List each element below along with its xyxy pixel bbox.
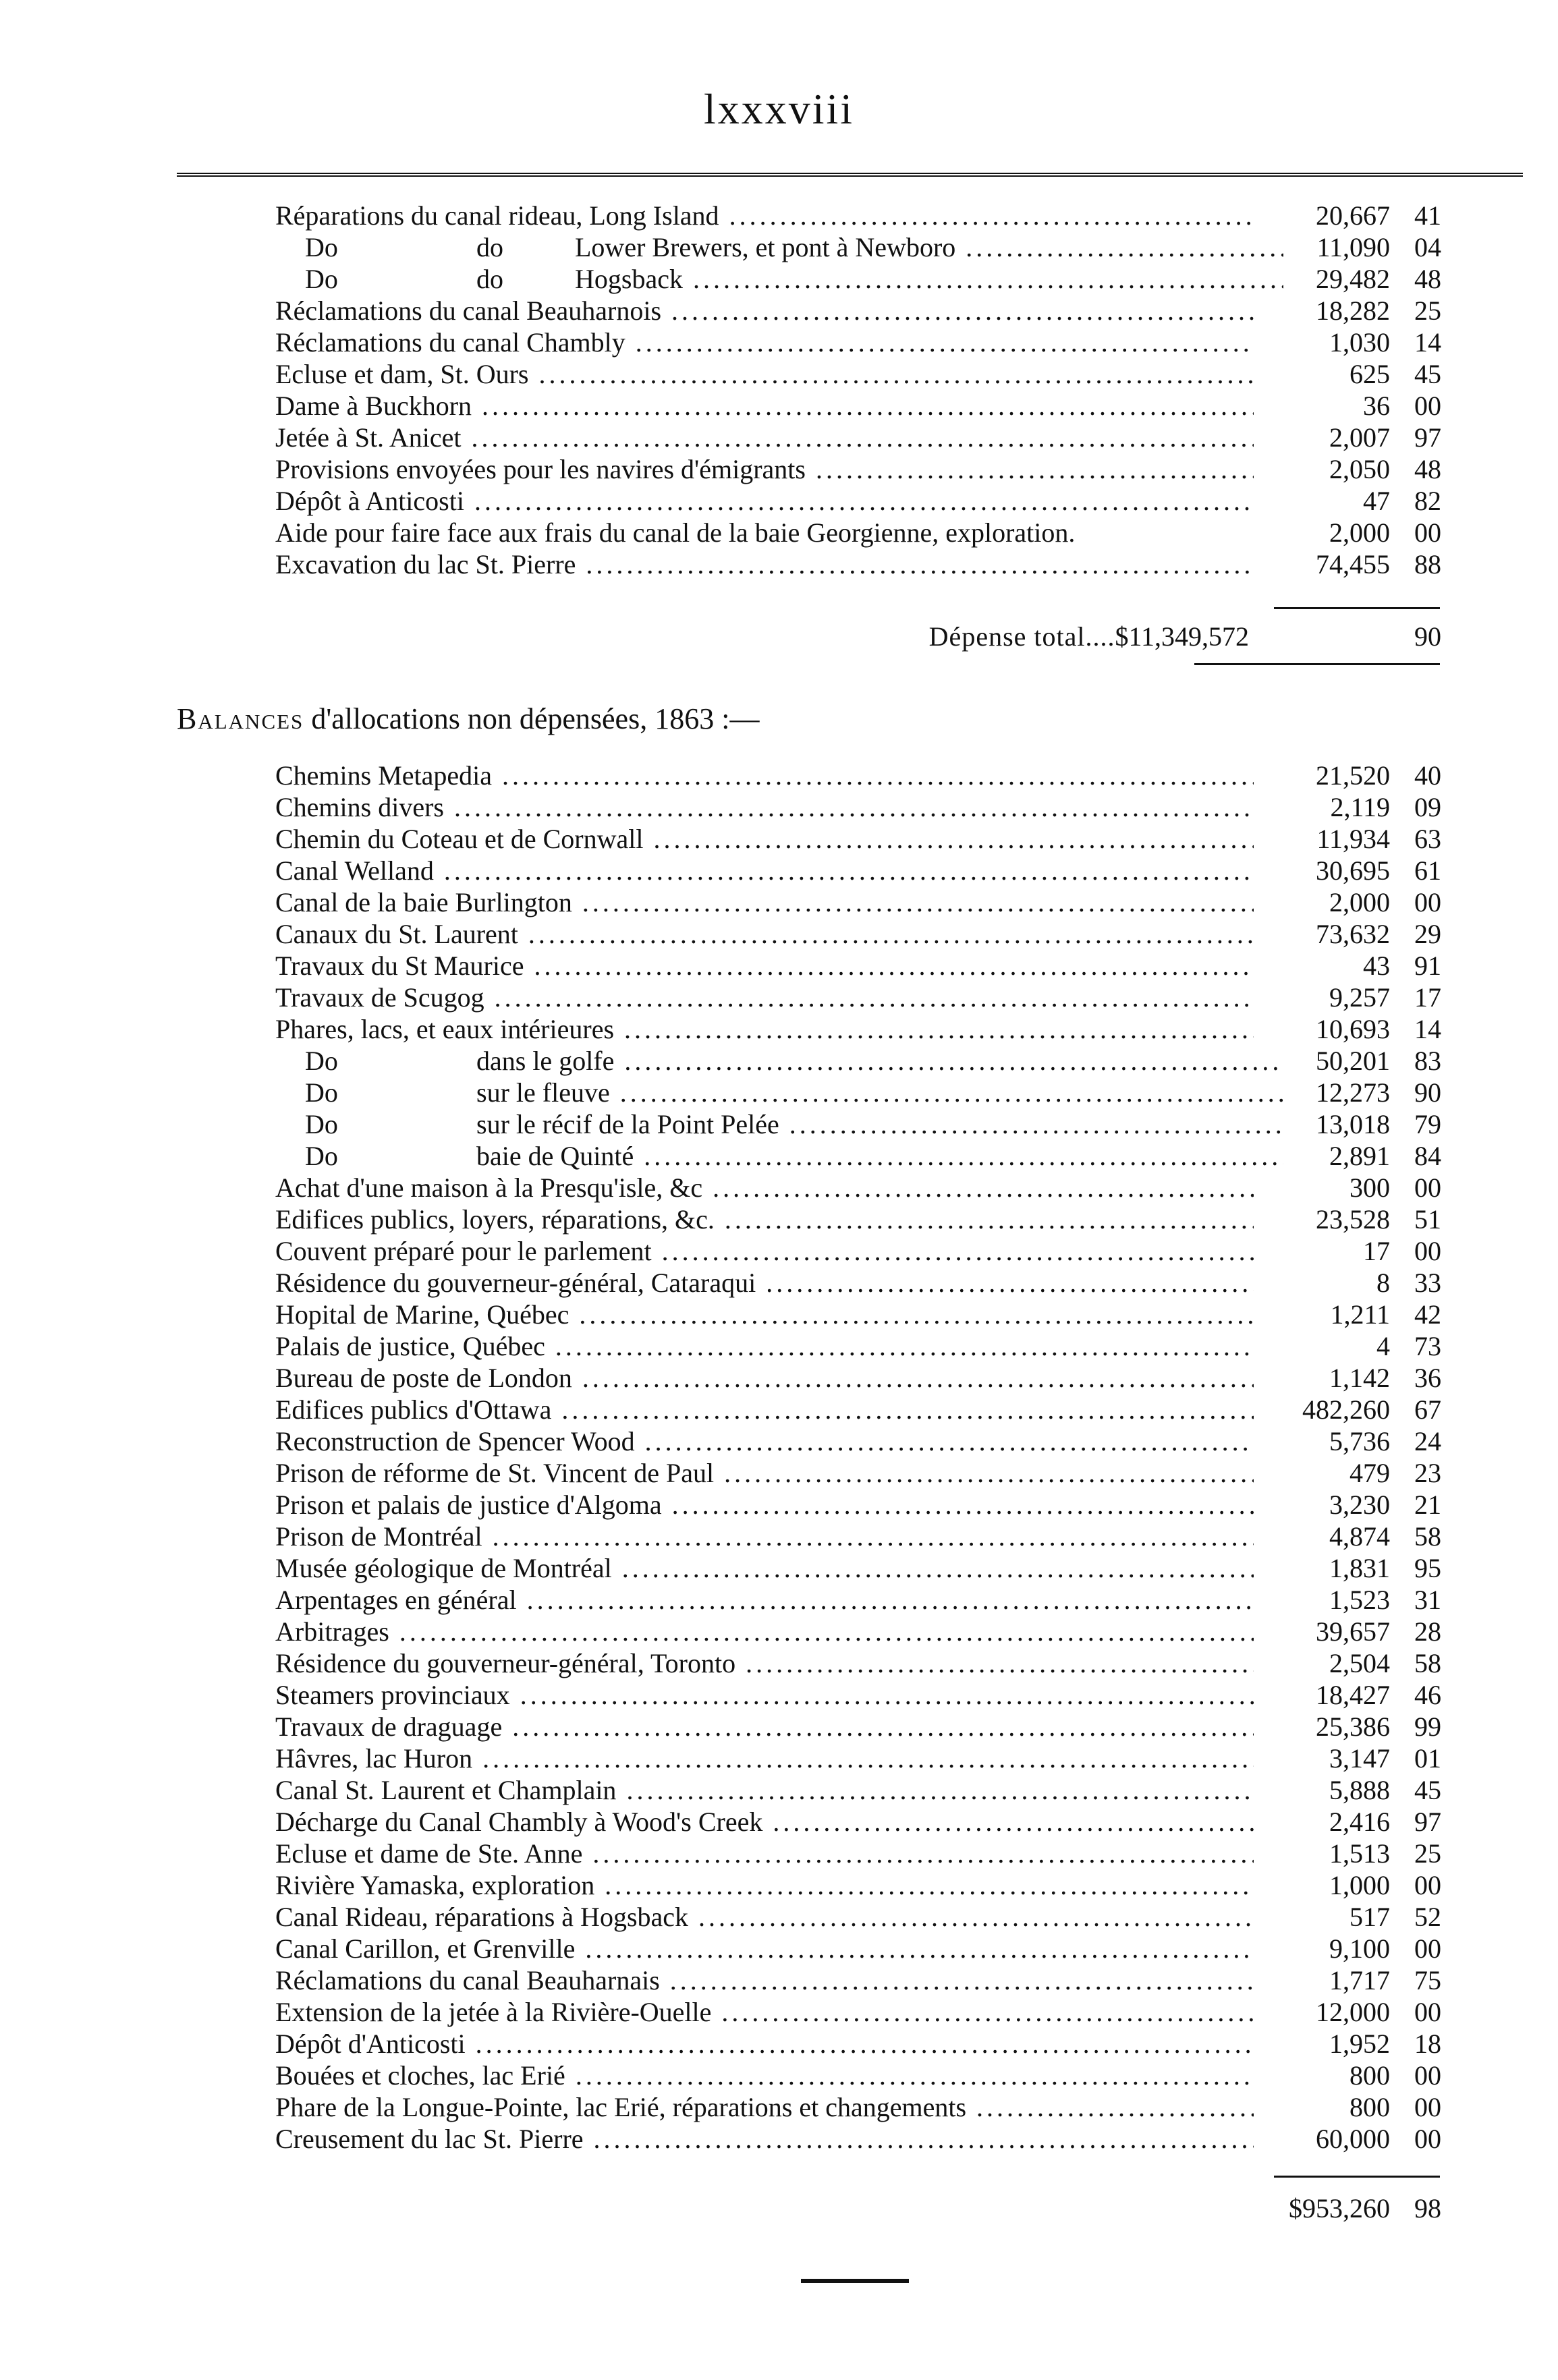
row-cents: 00 xyxy=(1414,1236,1441,1266)
table-row xyxy=(0,1679,1558,1711)
row-cents: 46 xyxy=(1414,1680,1441,1710)
row-cents: 45 xyxy=(1414,1775,1441,1805)
row-cents: 91 xyxy=(1414,951,1441,981)
table-row xyxy=(0,1489,1558,1521)
row-cents: 79 xyxy=(1414,1109,1441,1139)
table-row xyxy=(0,760,1558,791)
row-label: Ecluse et dam, St. Ours ..... xyxy=(275,358,1254,390)
row-cents: 00 xyxy=(1414,2124,1441,2154)
row-cents: 73 xyxy=(1414,1331,1441,1361)
row-cents: 14 xyxy=(1414,1014,1441,1044)
table-row xyxy=(0,1806,1558,1838)
total-dollars: $11,349,572 xyxy=(1115,621,1249,652)
row-cents: 84 xyxy=(1414,1141,1441,1171)
row-cents: 48 xyxy=(1414,264,1441,294)
table-row xyxy=(0,358,1558,390)
row-cents: 00 xyxy=(1414,1933,1441,1964)
row-cents: 00 xyxy=(1414,1870,1441,1900)
row-label-part: Do xyxy=(305,1141,338,1171)
row-cents: 01 xyxy=(1414,1743,1441,1774)
row-label: Résidence du gouverneur-général, Cataraqui ..... xyxy=(275,1267,1254,1299)
row-dollars: 12,000 xyxy=(1316,1997,1390,2027)
table-row xyxy=(0,200,1558,231)
row-dollars: 800 xyxy=(1350,2060,1390,2091)
table-row xyxy=(0,390,1558,422)
row-label-part: Do xyxy=(305,232,338,262)
row-dollars: 625 xyxy=(1350,359,1390,389)
row-cents: 00 xyxy=(1414,887,1441,917)
row-cents: 17 xyxy=(1414,982,1441,1013)
row-cents: 24 xyxy=(1414,1426,1441,1456)
balances-table xyxy=(0,760,1558,2155)
table-row xyxy=(0,791,1558,823)
row-label xyxy=(305,1140,1283,1172)
row-dollars: 8 xyxy=(1376,1268,1390,1298)
row-dollars: 1,717 xyxy=(1329,1965,1390,1995)
row-label-part: Lower Brewers, et pont à Newboro xyxy=(575,232,956,262)
row-label xyxy=(305,263,1283,295)
heading-rest: d'allocations non dépensées, 1863 :— xyxy=(304,702,760,735)
row-label: Creusement du lac St. Pierre ..... xyxy=(275,2123,1254,2155)
row-label: Bureau de poste de London ..... xyxy=(275,1362,1254,1394)
row-dollars: 17 xyxy=(1363,1236,1390,1266)
table-row xyxy=(0,1362,1558,1394)
row-dollars: 30,695 xyxy=(1316,855,1390,886)
row-cents: 40 xyxy=(1414,760,1441,791)
row-dollars: 517 xyxy=(1350,1902,1390,1932)
row-cents: 00 xyxy=(1414,1172,1441,1203)
row-cents: 41 xyxy=(1414,200,1441,231)
row-label: Prison et palais de justice d'Algoma ..... xyxy=(275,1489,1254,1521)
row-dollars: 9,100 xyxy=(1329,1933,1390,1964)
table-row xyxy=(0,1330,1558,1362)
row-cents: 25 xyxy=(1414,1838,1441,1869)
sum-rule-2 xyxy=(1274,2176,1440,2178)
table-row xyxy=(0,1077,1558,1108)
table-row xyxy=(0,855,1558,886)
row-label: Canal de la baie Burlington ..... xyxy=(275,886,1254,918)
table-row xyxy=(0,1647,1558,1679)
table-row xyxy=(0,548,1558,580)
table-row xyxy=(0,1838,1558,1869)
total-rule xyxy=(1194,663,1440,665)
row-dollars: 479 xyxy=(1350,1458,1390,1488)
row-label-part: baie de Quinté xyxy=(476,1141,634,1171)
row-dollars: 10,693 xyxy=(1316,1014,1390,1044)
row-cents: 58 xyxy=(1414,1521,1441,1552)
row-cents: 25 xyxy=(1414,295,1441,326)
row-label-part: dans le golfe xyxy=(476,1046,615,1076)
row-dollars: 2,007 xyxy=(1329,422,1390,453)
table-row xyxy=(0,886,1558,918)
table-row xyxy=(0,2028,1558,2060)
row-label: Phares, lacs, et eaux intérieures ..... xyxy=(275,1013,1254,1045)
row-dollars: 11,934 xyxy=(1316,824,1390,854)
table-row xyxy=(0,2123,1558,2155)
row-dollars: 36 xyxy=(1363,391,1390,421)
table-row xyxy=(0,1299,1558,1330)
table-row xyxy=(0,1457,1558,1489)
row-dollars: 13,018 xyxy=(1316,1109,1390,1139)
row-label: Edifices publics, loyers, réparations, &c. ..... xyxy=(275,1203,1254,1235)
row-label xyxy=(305,1077,1283,1108)
table-row xyxy=(0,918,1558,950)
row-label: Hopital de Marine, Québec ..... xyxy=(275,1299,1254,1330)
row-dollars: 60,000 xyxy=(1316,2124,1390,2154)
row-label: Bouées et cloches, lac Erié ..... xyxy=(275,2060,1254,2091)
row-cents: 23 xyxy=(1414,1458,1441,1488)
row-label: Jetée à St. Anicet ..... xyxy=(275,422,1254,453)
row-dollars: 3,147 xyxy=(1329,1743,1390,1774)
row-label: Musée géologique de Montréal ..... xyxy=(275,1552,1254,1584)
table-row xyxy=(0,1616,1558,1647)
row-cents: 97 xyxy=(1414,1807,1441,1837)
balances-total-cents: 98 xyxy=(1414,2193,1441,2223)
row-label-part: Hogsback xyxy=(575,264,683,294)
row-label: Hâvres, lac Huron ..... xyxy=(275,1743,1254,1774)
row-cents: 28 xyxy=(1414,1616,1441,1647)
table-row xyxy=(0,1140,1558,1172)
row-label: Arbitrages ..... xyxy=(275,1616,1254,1647)
row-label: Provisions envoyées pour les navires d'émigrants ..... xyxy=(275,453,1254,485)
table-row xyxy=(0,1108,1558,1140)
row-label-part: Do xyxy=(305,1109,338,1139)
row-dollars: 39,657 xyxy=(1316,1616,1390,1647)
row-dollars: 2,891 xyxy=(1329,1141,1390,1171)
row-cents: 97 xyxy=(1414,422,1441,453)
row-cents: 95 xyxy=(1414,1553,1441,1583)
row-label: Réclamations du canal Chambly ..... xyxy=(275,327,1254,358)
row-label: Canal St. Laurent et Champlain ..... xyxy=(275,1774,1254,1806)
row-dollars: 1,030 xyxy=(1329,327,1390,358)
table-row xyxy=(0,2060,1558,2091)
row-label: Arpentages en général ..... xyxy=(275,1584,1254,1616)
row-dollars: 20,667 xyxy=(1316,200,1390,231)
table-row xyxy=(0,1584,1558,1616)
table-row xyxy=(0,1203,1558,1235)
row-dollars: 300 xyxy=(1350,1172,1390,1203)
row-label: Résidence du gouverneur-général, Toronto ..... xyxy=(275,1647,1254,1679)
row-dollars: 74,455 xyxy=(1316,549,1390,579)
row-dollars: 5,888 xyxy=(1329,1775,1390,1805)
row-dollars: 1,513 xyxy=(1329,1838,1390,1869)
row-dollars: 1,000 xyxy=(1329,1870,1390,1900)
table-row xyxy=(0,950,1558,982)
row-label: Dépôt d'Anticosti ..... xyxy=(275,2028,1254,2060)
row-label-part: do xyxy=(476,264,503,294)
row-cents: 00 xyxy=(1414,2092,1441,2122)
row-dollars: 1,831 xyxy=(1329,1553,1390,1583)
row-label: Reconstruction de Spencer Wood ..... xyxy=(275,1425,1254,1457)
table-row xyxy=(0,1045,1558,1077)
row-label: Ecluse et dame de Ste. Anne ..... xyxy=(275,1838,1254,1869)
row-dollars: 4,874 xyxy=(1329,1521,1390,1552)
row-label-part: do xyxy=(476,232,503,262)
row-label xyxy=(305,1108,1283,1140)
row-dollars: 12,273 xyxy=(1316,1077,1390,1108)
row-cents: 48 xyxy=(1414,454,1441,484)
heading-smallcaps: Balances xyxy=(177,702,304,735)
row-label: Dame à Buckhorn ..... xyxy=(275,390,1254,422)
row-dollars: 9,257 xyxy=(1329,982,1390,1013)
row-dollars: 2,416 xyxy=(1329,1807,1390,1837)
row-label: Décharge du Canal Chambly à Wood's Creek ..... xyxy=(275,1806,1254,1838)
expenditure-table xyxy=(0,200,1558,580)
row-cents: 00 xyxy=(1414,517,1441,548)
table-row xyxy=(0,327,1558,358)
row-cents: 63 xyxy=(1414,824,1441,854)
row-label: Steamers provinciaux ..... xyxy=(275,1679,1254,1711)
row-cents: 00 xyxy=(1414,1997,1441,2027)
row-cents: 21 xyxy=(1414,1490,1441,1520)
row-label: Prison de Montréal ..... xyxy=(275,1521,1254,1552)
row-dollars: 2,000 xyxy=(1329,517,1390,548)
row-label: Dépôt à Anticosti ..... xyxy=(275,485,1254,517)
row-cents: 52 xyxy=(1414,1902,1441,1932)
row-cents: 67 xyxy=(1414,1394,1441,1425)
header-rule xyxy=(177,173,1523,177)
row-label: Couvent préparé pour le parlement ..... xyxy=(275,1235,1254,1267)
row-dollars: 1,523 xyxy=(1329,1585,1390,1615)
row-label: Chemins divers ..... xyxy=(275,791,1254,823)
row-label: Excavation du lac St. Pierre ..... xyxy=(275,548,1254,580)
row-cents: 83 xyxy=(1414,1046,1441,1076)
row-dollars: 2,119 xyxy=(1330,792,1390,822)
row-dollars: 2,000 xyxy=(1329,887,1390,917)
row-cents: 90 xyxy=(1414,1077,1441,1108)
table-row xyxy=(0,1267,1558,1299)
row-label: Edifices publics d'Ottawa ..... xyxy=(275,1394,1254,1425)
row-label-part: Do xyxy=(305,264,338,294)
row-label: Canaux du St. Laurent ..... xyxy=(275,918,1254,950)
row-label: Rivière Yamaska, exploration ..... xyxy=(275,1869,1254,1901)
table-row xyxy=(0,2091,1558,2123)
row-label-part: Do xyxy=(305,1077,338,1108)
row-label: Canal Rideau, réparations à Hogsback ..... xyxy=(275,1901,1254,1933)
row-label: Réclamations du canal Beauharnois ..... xyxy=(275,295,1254,327)
row-label: Palais de justice, Québec ..... xyxy=(275,1330,1254,1362)
table-row xyxy=(0,295,1558,327)
row-dollars: 2,504 xyxy=(1329,1648,1390,1678)
row-cents: 31 xyxy=(1414,1585,1441,1615)
row-cents: 75 xyxy=(1414,1965,1441,1995)
expenditure-total-row xyxy=(0,621,1558,652)
row-dollars: 4 xyxy=(1376,1331,1390,1361)
table-row xyxy=(0,823,1558,855)
row-cents: 51 xyxy=(1414,1204,1441,1235)
end-rule xyxy=(801,2279,909,2283)
table-row xyxy=(0,1172,1558,1203)
row-dollars: 73,632 xyxy=(1316,919,1390,949)
row-dollars: 25,386 xyxy=(1316,1711,1390,1742)
row-label: Phare de la Longue-Pointe, lac Erié, réparations et changements ..... xyxy=(275,2091,1254,2123)
row-label: Réclamations du canal Beauharnais ..... xyxy=(275,1964,1254,1996)
row-dollars: 47 xyxy=(1363,486,1390,516)
table-row xyxy=(0,485,1558,517)
row-label: Achat d'une maison à la Presqu'isle, &c ..... xyxy=(275,1172,1254,1203)
row-dollars: 50,201 xyxy=(1316,1046,1390,1076)
row-cents: 61 xyxy=(1414,855,1441,886)
table-row xyxy=(0,982,1558,1013)
table-row xyxy=(0,1901,1558,1933)
table-row xyxy=(0,1774,1558,1806)
row-cents: 99 xyxy=(1414,1711,1441,1742)
row-label: Aide pour faire face aux frais du canal de la baie Georgienne, exploration. xyxy=(275,517,1076,548)
table-row xyxy=(0,453,1558,485)
table-row xyxy=(0,231,1558,263)
row-dollars: 23,528 xyxy=(1316,1204,1390,1235)
row-label: Réparations du canal rideau, Long Island ..... xyxy=(275,200,1254,231)
row-label: Canal Carillon, et Grenville ..... xyxy=(275,1933,1254,1964)
row-label-part: sur le récif de la Point Pelée xyxy=(476,1109,779,1139)
row-dollars: 1,211 xyxy=(1330,1299,1390,1330)
table-row xyxy=(0,422,1558,453)
table-row xyxy=(0,1711,1558,1743)
table-row xyxy=(0,1933,1558,1964)
table-row xyxy=(0,1235,1558,1267)
row-cents: 00 xyxy=(1414,2060,1441,2091)
row-label: Travaux du St Maurice ..... xyxy=(275,950,1254,982)
table-row xyxy=(0,1996,1558,2028)
row-label: Travaux de draguage ..... xyxy=(275,1711,1254,1743)
row-label-part: Do xyxy=(305,1046,338,1076)
row-dollars: 29,482 xyxy=(1316,264,1390,294)
row-dollars: 5,736 xyxy=(1329,1426,1390,1456)
row-cents: 14 xyxy=(1414,327,1441,358)
row-cents: 58 xyxy=(1414,1648,1441,1678)
row-dollars: 43 xyxy=(1363,951,1390,981)
row-cents: 88 xyxy=(1414,549,1441,579)
row-cents: 82 xyxy=(1414,486,1441,516)
row-cents: 18 xyxy=(1414,2029,1441,2059)
row-label xyxy=(305,1045,1283,1077)
row-cents: 45 xyxy=(1414,359,1441,389)
table-row xyxy=(0,1869,1558,1901)
total-label: Dépense total.... xyxy=(928,621,1115,652)
row-label-part: sur le fleuve xyxy=(476,1077,610,1108)
row-label xyxy=(305,231,1283,263)
row-cents: 09 xyxy=(1414,792,1441,822)
sum-rule xyxy=(1274,607,1440,609)
row-label: Prison de réforme de St. Vincent de Paul ..... xyxy=(275,1457,1254,1489)
row-label: Chemins Metapedia ..... xyxy=(275,760,1254,791)
balances-total-row xyxy=(0,2192,1558,2224)
row-cents: 00 xyxy=(1414,391,1441,421)
row-cents: 36 xyxy=(1414,1363,1441,1393)
row-cents: 42 xyxy=(1414,1299,1441,1330)
section-heading xyxy=(177,702,759,736)
row-label: Chemin du Coteau et de Cornwall ..... xyxy=(275,823,1254,855)
page-number: lxxxviii xyxy=(703,85,855,133)
total-cents: 90 xyxy=(1414,621,1441,652)
row-dollars: 1,142 xyxy=(1329,1363,1390,1393)
row-dollars: 18,282 xyxy=(1316,295,1390,326)
row-dollars: 800 xyxy=(1350,2092,1390,2122)
row-cents: 04 xyxy=(1414,232,1441,262)
row-dollars: 21,520 xyxy=(1316,760,1390,791)
table-row xyxy=(0,1743,1558,1774)
row-label: Travaux de Scugog ..... xyxy=(275,982,1254,1013)
row-dollars: 3,230 xyxy=(1329,1490,1390,1520)
row-label: Extension de la jetée à la Rivière-Ouelle ..... xyxy=(275,1996,1254,2028)
table-row xyxy=(0,1394,1558,1425)
table-row xyxy=(0,1013,1558,1045)
table-row xyxy=(0,517,1558,548)
table-row xyxy=(0,1964,1558,1996)
row-label: Canal Welland ..... xyxy=(275,855,1254,886)
table-row xyxy=(0,1521,1558,1552)
row-cents: 29 xyxy=(1414,919,1441,949)
row-dollars: 482,260 xyxy=(1302,1394,1390,1425)
row-dollars: 1,952 xyxy=(1329,2029,1390,2059)
table-row xyxy=(0,1425,1558,1457)
table-row xyxy=(0,263,1558,295)
row-dollars: 2,050 xyxy=(1329,454,1390,484)
table-row xyxy=(0,1552,1558,1584)
row-cents: 33 xyxy=(1414,1268,1441,1298)
row-dollars: 11,090 xyxy=(1316,232,1390,262)
balances-total-dollars: $953,260 xyxy=(1289,2193,1390,2223)
row-dollars: 18,427 xyxy=(1316,1680,1390,1710)
